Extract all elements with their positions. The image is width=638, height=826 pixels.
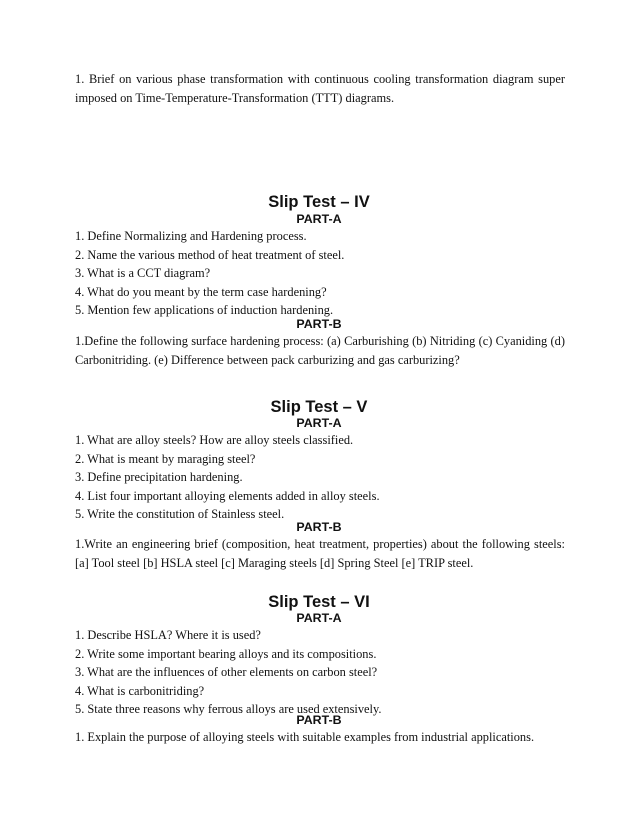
slip-test-vi-part-b-heading: PART-B <box>296 713 342 727</box>
list-item: 5. State three reasons why ferrous alloys are used extensively. <box>75 702 382 716</box>
list-item: 3. What are the influences of other elements on carbon steel? <box>75 665 378 679</box>
slip-test-v-part-b-heading: PART-B <box>296 520 342 534</box>
slip-test-vi-part-a-heading: PART-A <box>296 611 342 625</box>
slip-test-v-title: Slip Test – V <box>270 398 368 416</box>
slip-test-vi-part-b-question: 1. Explain the purpose of alloying steels with suitable examples from industrial applications. <box>75 730 535 744</box>
list-item: 2. Name the various method of heat treatment of steel. <box>75 247 345 262</box>
list-item: 5. Mention few applications of induction hardening. <box>75 303 334 317</box>
slip-test-v-part-a-list <box>75 431 565 524</box>
slip-test-vi-title: Slip Test – VI <box>268 593 370 611</box>
list-item: 2. Write some important bearing alloys and its compositions. <box>75 646 377 661</box>
slip-test-v-part-b-question: 1.Write an engineering brief (composition, heat treatment, properties) about the following steels: [a] Tool steel [b] HSLA steel [c] Maraging steels [d] Spring Steel [e] TRIP steel. <box>75 537 565 570</box>
list-item: 1. What are alloy steels? How are alloy steels classified. <box>75 433 354 447</box>
slip-test-iv-part-a-list <box>75 227 565 320</box>
slip-test-iv-part-b-question: 1.Define the following surface hardening process: (a) Carburishing (b) Nitriding (c) Cyaniding (d) Carbonitriding. (e) Difference between pack carburizing and gas carburizing? <box>75 334 565 367</box>
list-item: 1. Define Normalizing and Hardening process. <box>75 229 307 243</box>
slip-test-iv-part-a-heading: PART-A <box>296 212 342 226</box>
list-item: 2. What is meant by maraging steel? <box>75 451 256 466</box>
list-item: 4. What do you meant by the term case hardening? <box>75 284 327 299</box>
slip-test-iv-title: Slip Test – IV <box>268 193 370 211</box>
list-item: 1. Describe HSLA? Where it is used? <box>75 628 261 642</box>
list-item: 3. Define precipitation hardening. <box>75 470 243 484</box>
intro-question: 1. Brief on various phase transformation with continuous cooling transformation diagram super imposed on Time-Temperature-Transformation (TTT) diagrams. <box>75 72 565 105</box>
list-item: 5. Write the constitution of Stainless steel. <box>75 507 285 521</box>
slip-test-iv-part-b-heading: PART-B <box>296 317 342 331</box>
slip-test-v-part-a-heading: PART-A <box>296 416 342 430</box>
list-item: 4. What is carbonitriding? <box>75 683 205 698</box>
list-item: 3. What is a CCT diagram? <box>75 266 211 280</box>
slip-test-vi-part-a-list <box>75 626 565 719</box>
list-item: 4. List four important alloying elements added in alloy steels. <box>75 488 380 503</box>
